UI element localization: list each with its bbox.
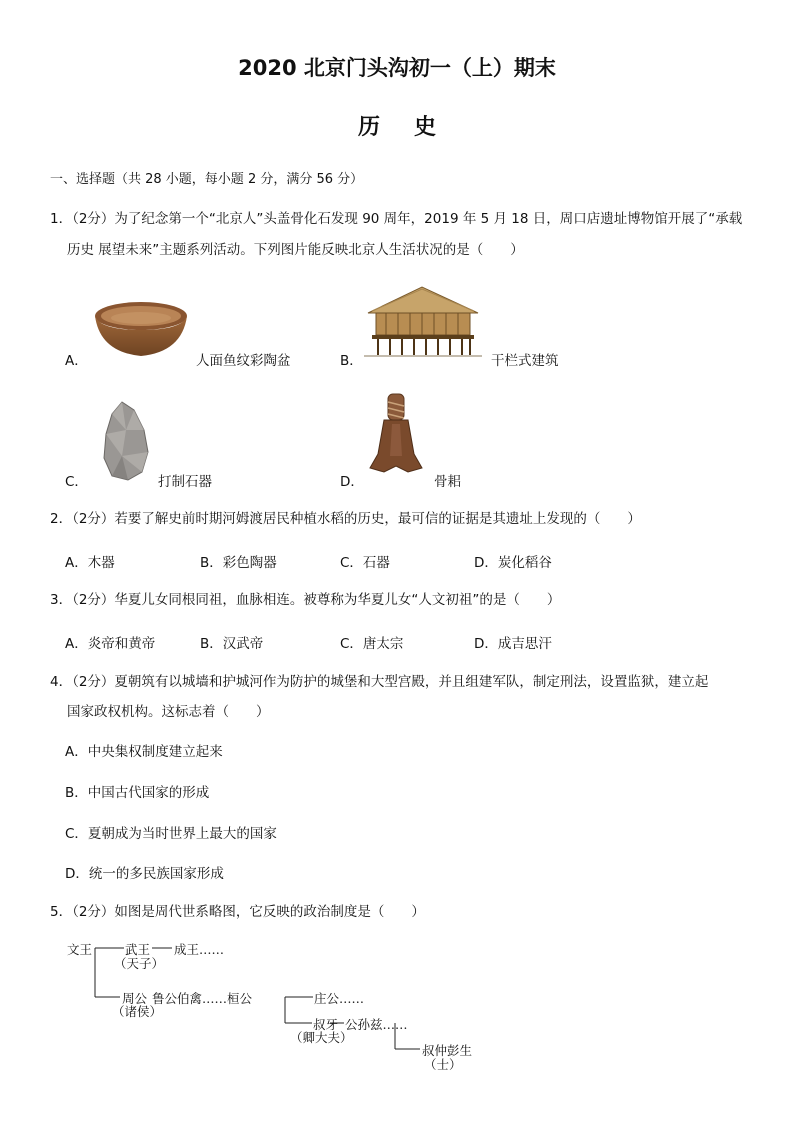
option-4a: A．中央集权制度建立起来 [65, 744, 223, 760]
node-shuya: 叔牙 [313, 1017, 339, 1032]
option-1d-letter: D． [340, 474, 364, 490]
option-1b-letter: B． [340, 353, 363, 369]
node-wenwang: 文王 [67, 942, 93, 957]
question-1-line-2: 历史 展望未来”主题系列活动。下列图片能反映北京人生活状况的是（ ） [67, 242, 524, 258]
node-shi: （士） [424, 1057, 462, 1072]
question-2-line-1: 2．（2分）若要了解史前时期河姆渡居民种植水稻的历史，最可信的证据是其遗址上发现的（ ） [50, 511, 641, 527]
question-3-line-1: 3．（2分）华夏儿女同根同祖，血脉相连。被尊称为华夏儿女“人文初祖”的是（ ） [50, 592, 561, 608]
node-chengwang: 成王…… [174, 942, 225, 957]
question-4-line-2: 国家政权机构。这标志着（ ） [67, 704, 270, 720]
option-2a: A．木器 [65, 555, 115, 571]
node-zhuanggong: 庄公…… [314, 991, 365, 1006]
option-1d-label: 骨耜 [434, 474, 461, 490]
option-3a: A．炎帝和黄帝 [65, 636, 156, 652]
node-zhougong: 周公 [122, 991, 148, 1006]
page-title: 2020 北京门头沟初一（上）期末 [238, 56, 556, 80]
node-zhuhou: （诸侯） [112, 1004, 163, 1019]
option-1c-label: 打制石器 [158, 474, 212, 490]
question-5-line-1: 5．（2分）如图是周代世系略图，它反映的政治制度是（ ） [50, 904, 425, 920]
option-2b: B．彩色陶器 [200, 555, 277, 571]
node-gongsunzi: 公孙兹…… [345, 1017, 408, 1032]
section-heading: 一、选择题（共 28 小题，每小题 2 分，满分 56 分） [50, 172, 364, 187]
subject-title: 历史 [357, 115, 470, 140]
node-qingdafu: （卿大夫） [290, 1030, 353, 1045]
option-1a-label: 人面鱼纹彩陶盆 [196, 353, 291, 369]
node-shuzhong: 叔仲彭生 [422, 1043, 473, 1058]
option-4c: C．夏朝成为当时世界上最大的国家 [65, 826, 277, 842]
option-3b: B．汉武帝 [200, 636, 264, 652]
option-4b: B．中国古代国家的形成 [65, 785, 210, 801]
option-1c-letter: C． [65, 474, 88, 490]
option-2c: C．石器 [340, 555, 390, 571]
option-1b-label: 干栏式建筑 [491, 353, 559, 369]
node-tianzi: （天子） [114, 956, 165, 971]
option-3d: D．成吉思汗 [474, 636, 552, 652]
question-1-line-1: 1．（2分）为了纪念第一个“北京人”头盖骨化石发现 90 周年，2019 年 5 月 18 日，周口店遗址博物馆开展了“承载 [50, 211, 743, 227]
node-boqin: 鲁公伯禽……桓公 [152, 991, 253, 1006]
option-2d: D．炭化稻谷 [474, 555, 552, 571]
node-wuwang: 武王 [125, 942, 151, 957]
question-4-line-1: 4．（2分）夏朝筑有以城墙和护城河作为防护的城堡和大型宫殿，并且组建军队，制定刑法，设置监狱，建立起 [50, 674, 709, 690]
option-4d: D．统一的多民族国家形成 [65, 866, 224, 882]
option-3c: C．唐太宗 [340, 636, 404, 652]
option-1a-letter: A． [65, 353, 88, 369]
